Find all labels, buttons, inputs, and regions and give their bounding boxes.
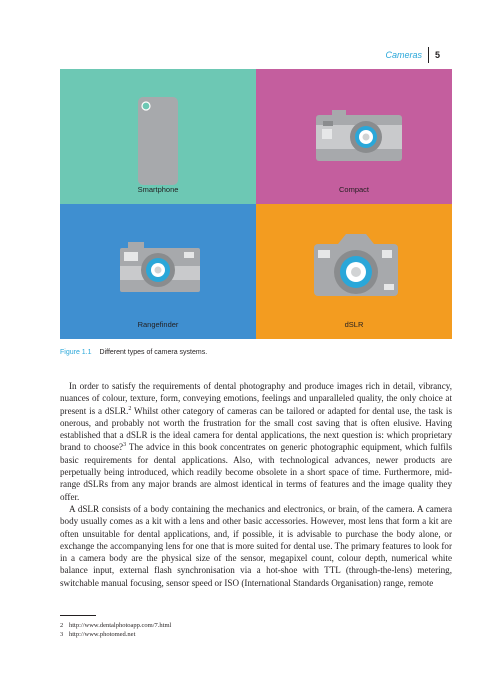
body-text xyxy=(60,380,452,589)
figure-cell-dslr xyxy=(256,204,452,339)
figure-cell-compact xyxy=(256,69,452,204)
figure-cell-rangefinder xyxy=(60,204,256,339)
figure-label-smartphone: Smartphone xyxy=(137,185,179,194)
footnote-ref-3[interactable]: 3 xyxy=(123,442,127,449)
figure-label-compact: Compact xyxy=(338,185,369,194)
footnote-divider xyxy=(60,615,96,616)
figure-number: Figure 1.1 xyxy=(60,349,92,356)
footnote-3 xyxy=(60,630,171,639)
footnote-number: 3 xyxy=(60,631,64,638)
footnote-link[interactable]: http://www.photomed.net xyxy=(69,631,136,638)
paragraph-1-text-c: The advice in this book concentrates on generic photographic equipment, which fulfils basic requirements for dental applications. Also, with technological advances, newer products are perpetually being introduced, which readily become obsolete in a short space of time. Furthermore, mid-range dSLRs from any major brands are almost identical in terms of features and the image quality they offer. xyxy=(60,442,452,502)
paragraph-2: A dSLR consists of a body containing the mechanics and electronics, or brain, of the camera. A camera body usually comes as a kit with a lens and other basic accessories. However, most lens that form a kit are often unsuitable for dental applications, and, if possible, it is advisable to purchase the body alone, or exchange the accompanying lens for one that is more suited for dental use. The primary features to look for in a camera body are the physical size of the sensor, megapixel count, colour depth, numerical white balance input, external flash synchronisation via a hot-shoe with TTL (through-the-lens) metering, switchable manual focusing, sensor speed or ISO (International Standards Organisation) range, remote xyxy=(60,503,452,588)
running-head xyxy=(385,47,440,63)
footnote-number: 2 xyxy=(60,622,64,629)
paragraph-1-text-a: In order to satisfy the requirements of dental photography and produce images rich in detail, vibrancy, nuances of colour, texture, form, conveying emotions, feelings and unparalleled quality, the only choice at present is a dSLR. xyxy=(60,381,452,416)
footnote-link[interactable]: http://www.dentalphotoapp.com/7.html xyxy=(69,622,172,629)
figure-cell-smartphone xyxy=(60,69,256,204)
dslr-camera-icon xyxy=(306,230,406,302)
paragraph-1-text-b: Whilst other category of cameras can be tailored or adapted for dental use, the task is onerous, and probably not worth the frustration for the small cost saving that is often elusive. Having established that a dSLR is the ideal camera for dental applications, the next question is: which proprietary brand to choose? xyxy=(60,405,452,453)
compact-camera-icon xyxy=(308,107,408,167)
smartphone-icon xyxy=(128,94,188,189)
rangefinder-camera-icon xyxy=(114,240,204,300)
running-title: Cameras xyxy=(385,50,422,60)
figure-caption xyxy=(60,349,207,356)
camera-types-figure xyxy=(60,69,452,339)
figure-label-rangefinder: Rangefinder xyxy=(137,320,179,329)
figure-label-dslr: dSLR xyxy=(344,320,364,329)
footnote-ref-2[interactable]: 2 xyxy=(128,405,132,412)
page-number: 5 xyxy=(428,47,440,63)
footnotes xyxy=(60,621,171,639)
paragraph-1 xyxy=(60,380,452,503)
figure-caption-text: Different types of camera systems. xyxy=(99,349,208,356)
footnote-2 xyxy=(60,621,171,630)
